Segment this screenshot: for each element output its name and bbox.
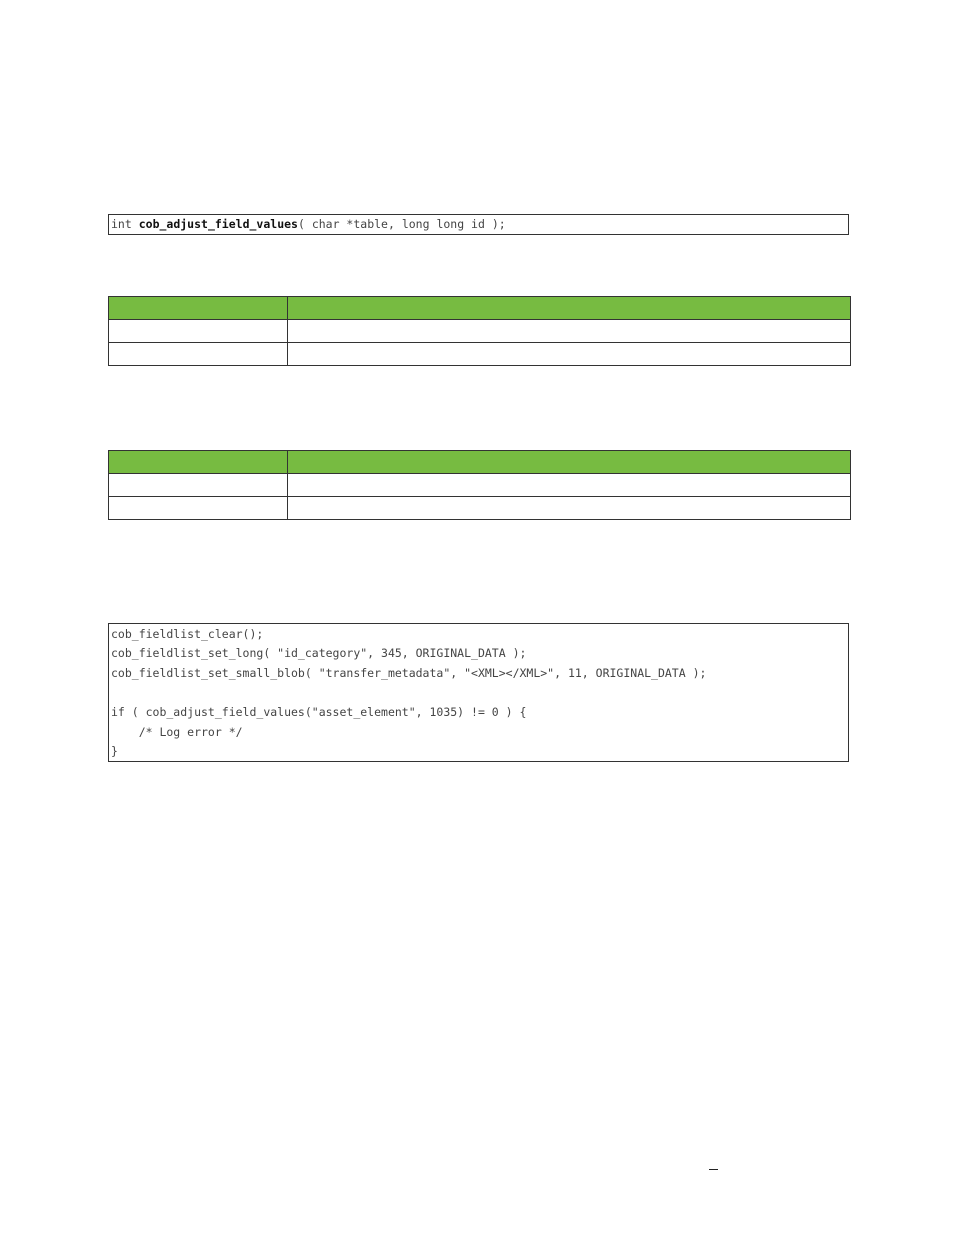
table-row [109, 474, 851, 497]
table-cell [288, 497, 851, 520]
parameters-table [108, 296, 851, 366]
code-line: } [111, 744, 118, 758]
table-cell [109, 343, 288, 366]
page-mark [709, 1169, 718, 1170]
function-signature-box [108, 214, 849, 235]
return-values-header-cell-1 [109, 451, 288, 474]
code-line: /* Log error */ [111, 725, 243, 739]
code-line: cob_fieldlist_set_long( "id_category", 345, ORIGINAL_DATA ); [111, 646, 527, 660]
signature-params: ( char *table, long long id ); [297, 217, 506, 231]
parameters-table-header [109, 297, 851, 320]
parameters-header-cell-1 [109, 297, 288, 320]
return-values-header-cell-2 [288, 451, 851, 474]
table-cell [109, 497, 288, 520]
signature-return-type: int [111, 217, 132, 231]
table-cell [288, 343, 851, 366]
table-row [109, 343, 851, 366]
function-signature [111, 218, 506, 231]
parameters-header-cell-2 [288, 297, 851, 320]
code-example-box [108, 623, 849, 762]
code-line: cob_fieldlist_set_small_blob( "transfer_metadata", "<XML></XML>", 11, ORIGINAL_DATA ); [111, 666, 707, 680]
return-values-table [108, 450, 851, 520]
table-cell [288, 474, 851, 497]
table-cell [109, 320, 288, 343]
table-row [109, 497, 851, 520]
table-row [109, 320, 851, 343]
signature-function-name: cob_adjust_field_values [138, 217, 298, 231]
table-cell [288, 320, 851, 343]
table-cell [109, 474, 288, 497]
return-values-table-header [109, 451, 851, 474]
code-line: cob_fieldlist_clear(); [111, 627, 264, 641]
code-line: if ( cob_adjust_field_values("asset_element", 1035) != 0 ) { [111, 705, 527, 719]
